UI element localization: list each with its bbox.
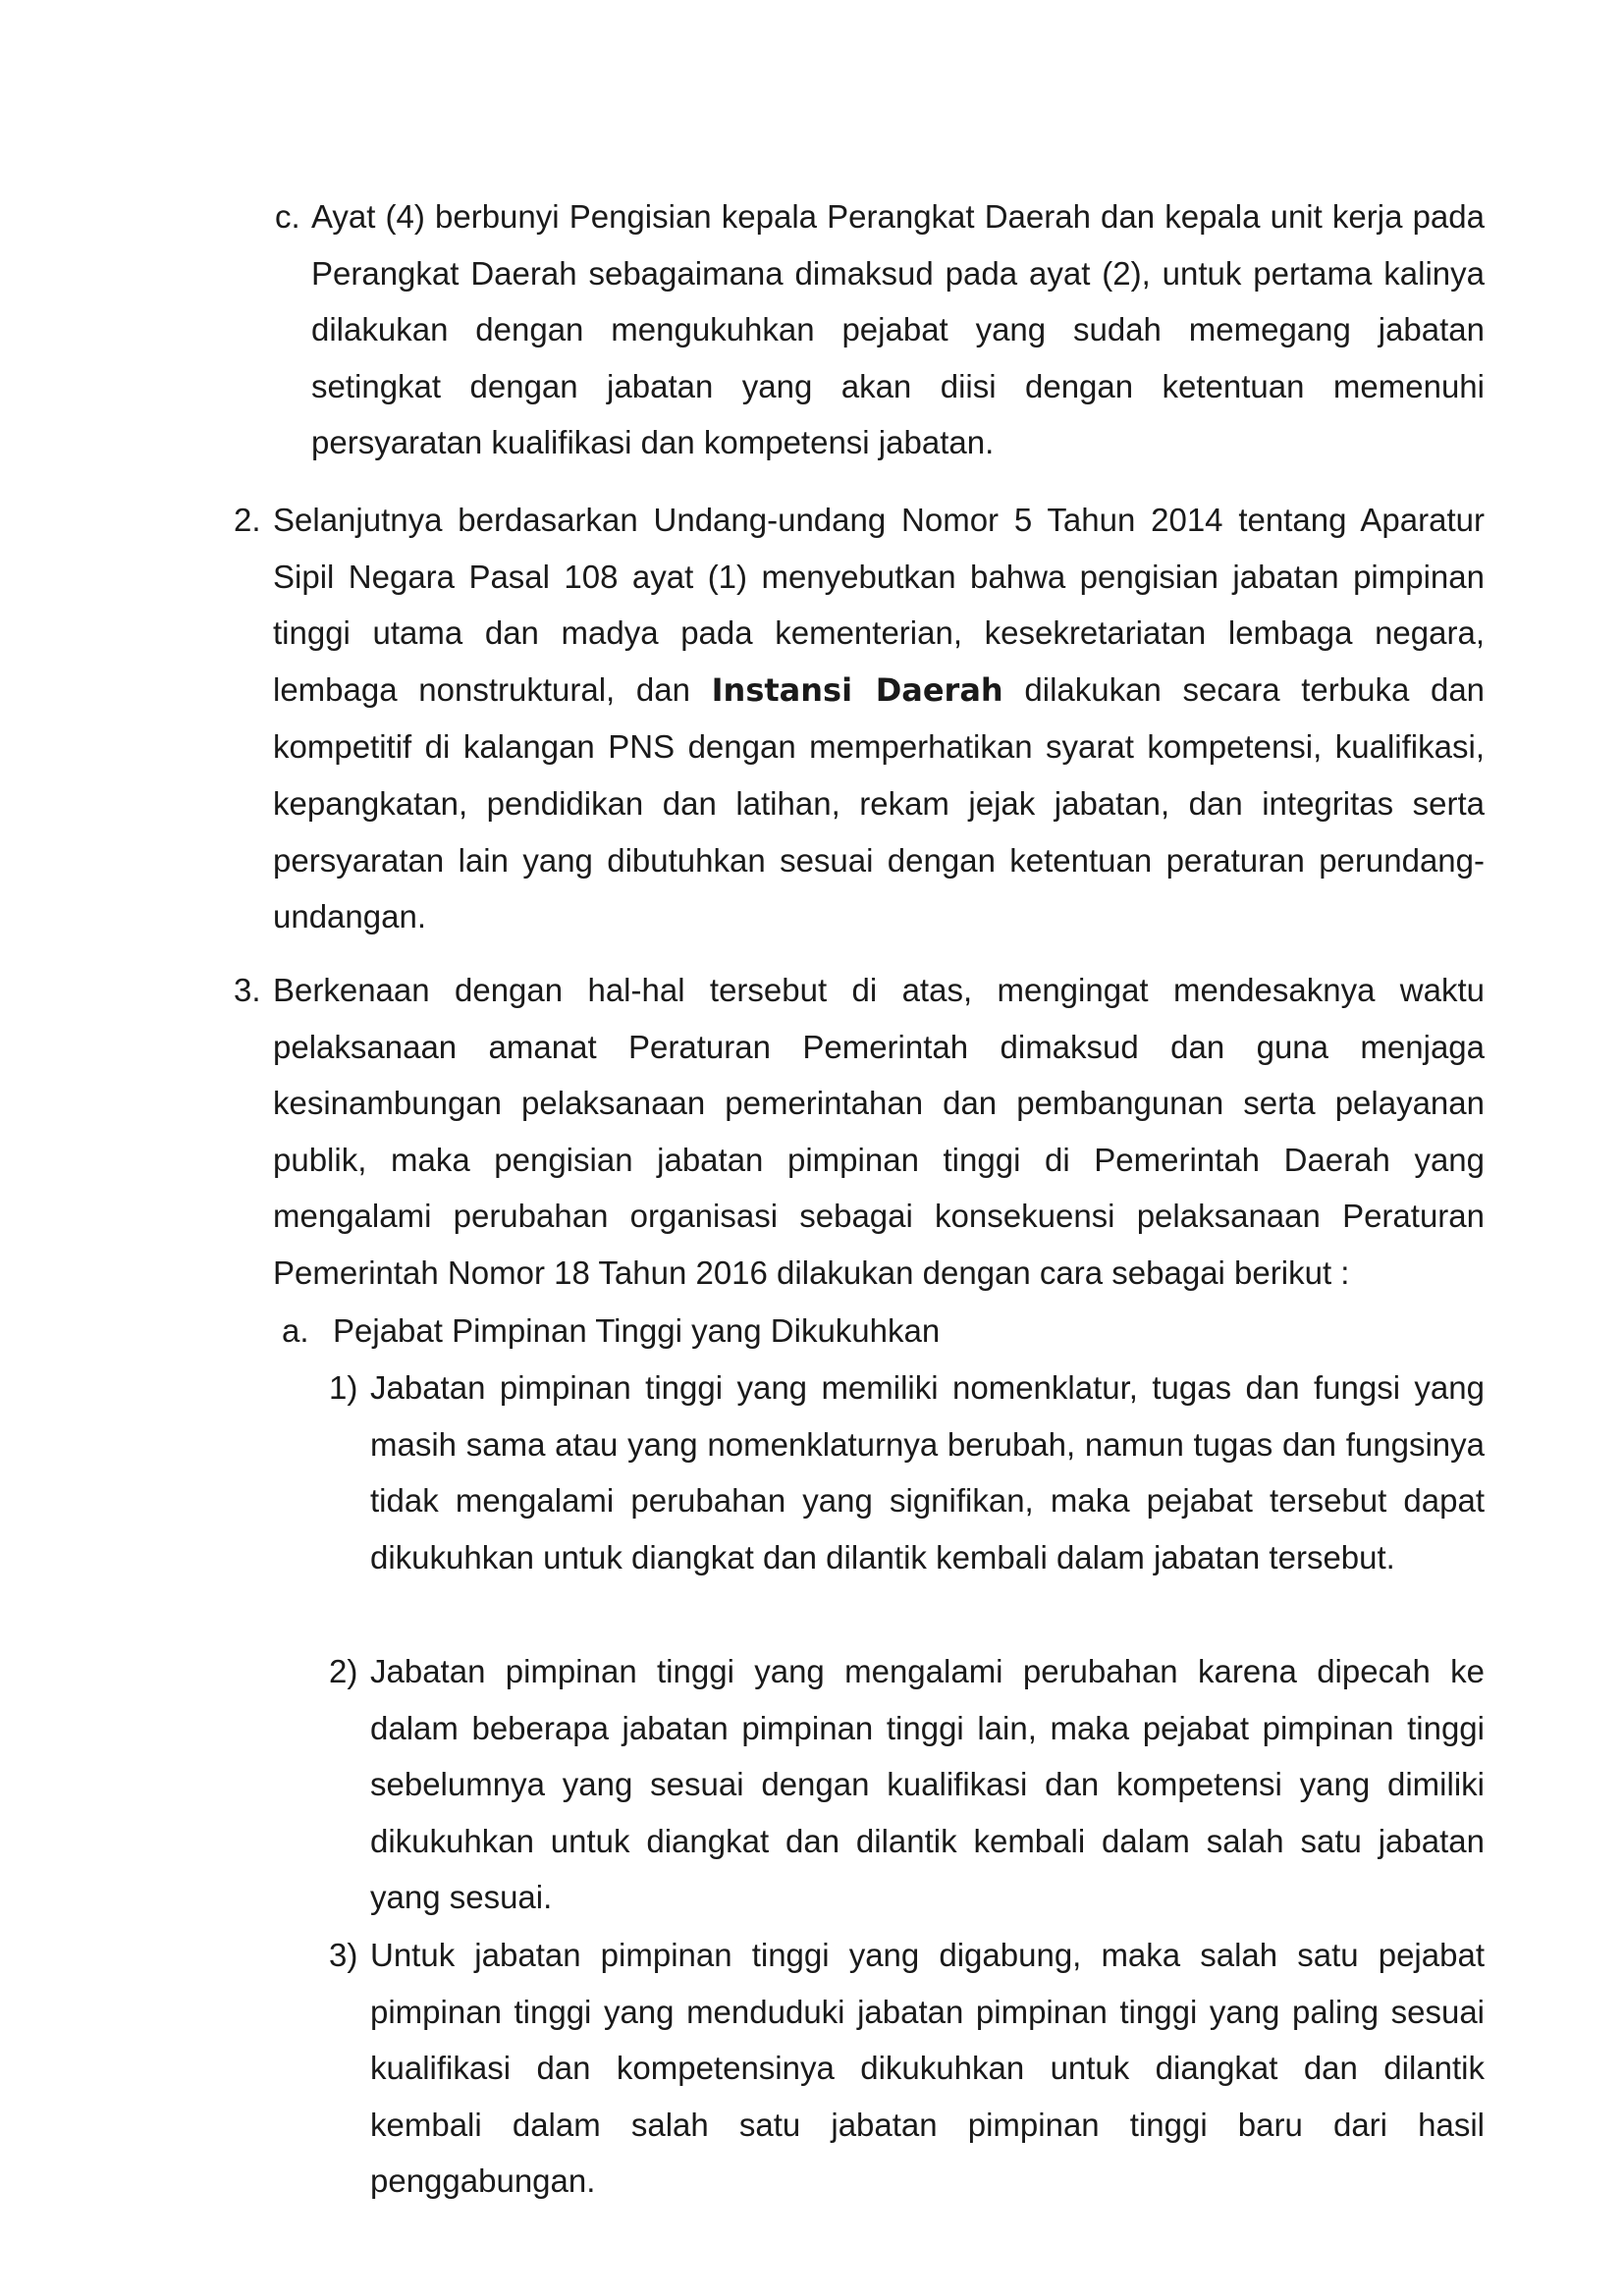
sub-item-1-text: Jabatan pimpinan tinggi yang memiliki nomenklatur, tugas dan fungsi yang masih sama atau yang nomenklaturnya berubah, namun tugas dan fungsinya tidak mengalami perubahan yang signifikan, maka pejabat tersebut dapat dikukuhkan untuk diangkat dan dilantik kembali dalam jabatan tersebut. (370, 1369, 1485, 1575)
item-2-text (273, 492, 1485, 945)
item-c-text: Ayat (4) berbunyi Pengisian kepala Perangkat Daerah dan kepala unit kerja pada Perangkat Daerah sebagaimana dimaksud pada ayat (2), untuk pertama kalinya dilakukan dengan mengukuhkan pejabat yang sudah memegang jabatan setingkat dengan jabatan yang akan diisi dengan ketentuan memenuhi persyaratan kualifikasi dan kompetensi jabatan. (311, 198, 1485, 461)
sub-item-1-marker: 1) (329, 1369, 358, 1406)
item-c-marker: c. (275, 198, 300, 235)
sub-item-2-text: Jabatan pimpinan tinggi yang mengalami perubahan karena dipecah ke dalam beberapa jabatan pimpinan tinggi lain, maka pejabat pimpinan tinggi sebelumnya yang sesuai dengan kualifikasi dan kompetensi yang dimiliki dikukuhkan untuk diangkat dan dilantik kembali dalam salah satu jabatan yang sesuai. (370, 1653, 1485, 1916)
item-2-text-after: dilakukan secara terbuka dan kompetitif di kalangan PNS dengan memperhatikan syarat kompetensi, kualifikasi, kepangkatan, pendidikan dan latihan, rekam jejak jabatan, dan integritas serta persyaratan lain yang dibutuhkan sesuai dengan ketentuan peraturan perundang-undangan. (273, 670, 1486, 935)
item-3a-marker: a. (282, 1312, 309, 1349)
item-2-text-before: Selanjutnya berdasarkan Undang-undang Nomor 5 Tahun 2014 tentang Aparatur Sipil Negara Pasal 108 ayat (1) menyebutkan bahwa pengisian jabatan pimpinan tinggi utama dan madya pada kementerian, kesekretariatan lembaga negara, lembaga nonstruktural, dan (273, 502, 1485, 708)
item-3a-text: Pejabat Pimpinan Tinggi yang Dikukuhkan (333, 1312, 941, 1349)
item-3-marker: 3. (234, 972, 261, 1008)
item-2-marker: 2. (234, 502, 261, 538)
sub-item-3-marker: 3) (329, 1937, 358, 1973)
item-2-text-bold: Instansi Daerah (711, 670, 1003, 709)
sub-item-3-text: Untuk jabatan pimpinan tinggi yang digabung, maka salah satu pejabat pimpinan tinggi yang menduduki jabatan pimpinan tinggi yang paling sesuai kualifikasi dan kompetensinya dikukuhkan untuk diangkat dan dilantik kembali dalam salah satu jabatan pimpinan tinggi baru dari hasil penggabungan. (370, 1937, 1485, 2200)
item-3-text: Berkenaan dengan hal-hal tersebut di atas, mengingat mendesaknya waktu pelaksanaan amanat Peraturan Pemerintah dimaksud dan guna menjaga kesinambungan pelaksanaan pemerintahan dan pembangunan serta pelayanan publik, maka pengisian jabatan pimpinan tinggi di Pemerintah Daerah yang mengalami perubahan organisasi sebagai konsekuensi pelaksanaan Peraturan Pemerintah Nomor 18 Tahun 2016 dilakukan dengan cara sebagai berikut : (273, 972, 1485, 1291)
sub-item-2-marker: 2) (329, 1653, 358, 1689)
